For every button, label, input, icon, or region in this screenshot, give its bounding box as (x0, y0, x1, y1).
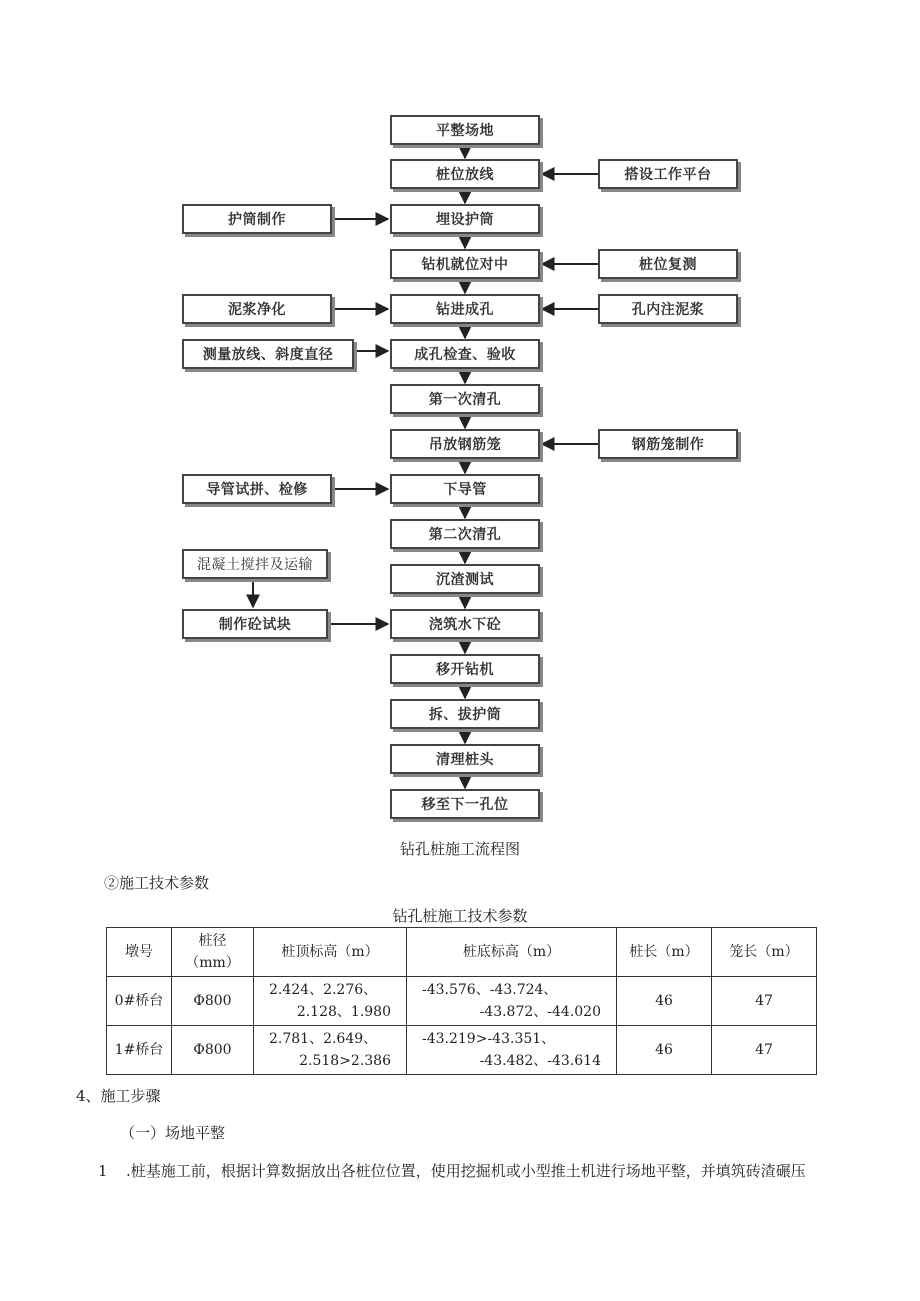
cell-top-elevation (254, 1026, 407, 1075)
flow-step-14: 拆、拔护筒 (390, 699, 540, 729)
bottom-line-1: -43.219>-43.351、 (422, 1031, 556, 1047)
cell-cage-length: 47 (712, 1026, 817, 1075)
flow-left-survey: 测量放线、斜度直径 (182, 339, 354, 369)
table-row (107, 1026, 817, 1075)
flow-step-2: 桩位放线 (390, 159, 540, 189)
table-row (107, 977, 817, 1026)
flow-step-7: 第一次清孔 (390, 384, 540, 414)
header-bottom-elevation: 桩底标高（m） (407, 928, 617, 977)
flow-step-8: 吊放钢筋笼 (390, 429, 540, 459)
paragraph-1 (98, 1160, 806, 1181)
bottom-line-1: -43.576、-43.724、 (422, 982, 558, 998)
flow-left-mud: 泥浆净化 (182, 294, 332, 324)
flow-right-platform: 搭设工作平台 (598, 159, 738, 189)
cell-diameter: Φ800 (172, 1026, 254, 1075)
cell-pier: 1#桥台 (107, 1026, 172, 1075)
flow-step-11: 沉渣测试 (390, 564, 540, 594)
heading-construction-steps: 4、施工步骤 (76, 1087, 161, 1105)
cell-bottom-elevation (407, 1026, 617, 1075)
paragraph-number: 1 (98, 1162, 108, 1180)
top-line-1: 2.781、2.649、 (269, 1031, 378, 1047)
flow-step-3: 埋设护筒 (390, 204, 540, 234)
header-diameter: 桩径（mm） (172, 928, 254, 977)
cell-top-elevation (254, 977, 407, 1026)
params-table (106, 927, 817, 1075)
flow-step-9: 下导管 (390, 474, 540, 504)
flow-right-slurry: 孔内注泥浆 (598, 294, 738, 324)
paragraph-text: .桩基施工前，根据计算数据放出各桩位位置，使用挖掘机或小型推土机进行场地平整，并填筑砖渣碾压 (126, 1162, 806, 1180)
header-pile-length: 桩长（m） (617, 928, 712, 977)
cell-pier: 0#桥台 (107, 977, 172, 1026)
top-line-1: 2.424、2.276、 (269, 982, 378, 998)
flowchart-caption: 钻孔桩施工流程图 (399, 840, 520, 858)
top-line-2: 2.128、1.980 (296, 1004, 391, 1020)
table-header-row (107, 928, 817, 977)
top-line-2: 2.518>2.386 (299, 1053, 391, 1069)
cell-cage-length: 47 (712, 977, 817, 1026)
heading-site-leveling: （一）场地平整 (120, 1124, 226, 1142)
flow-left-casing: 护筒制作 (182, 204, 332, 234)
header-cage-length: 笼长（m） (712, 928, 817, 977)
header-pier: 墩号 (107, 928, 172, 977)
bottom-line-2: -43.872、-44.020 (479, 1004, 601, 1020)
flow-left-concrete: 混凝土搅拌及运输 (182, 549, 328, 579)
flow-right-recheck: 桩位复测 (598, 249, 738, 279)
cell-pile-length: 46 (617, 1026, 712, 1075)
cell-pile-length: 46 (617, 977, 712, 1026)
cell-diameter: Φ800 (172, 977, 254, 1026)
flow-step-15: 清理桩头 (390, 744, 540, 774)
flow-step-13: 移开钻机 (390, 654, 540, 684)
flow-right-cage: 钢筋笼制作 (598, 429, 738, 459)
flow-step-4: 钻机就位对中 (390, 249, 540, 279)
bottom-line-2: -43.482、-43.614 (479, 1053, 601, 1069)
flow-step-12: 浇筑水下砼 (390, 609, 540, 639)
flow-step-10: 第二次清孔 (390, 519, 540, 549)
flow-step-5: 钻进成孔 (390, 294, 540, 324)
section-heading: ②施工技术参数 (104, 874, 210, 892)
flow-step-6: 成孔检查、验收 (390, 339, 540, 369)
flow-step-1: 平整场地 (390, 115, 540, 145)
cell-bottom-elevation (407, 977, 617, 1026)
table-title: 钻孔桩施工技术参数 (392, 907, 528, 925)
flow-left-sample: 制作砼试块 (182, 609, 328, 639)
flow-left-tremie: 导管试拼、检修 (182, 474, 332, 504)
flow-step-16: 移至下一孔位 (390, 789, 540, 819)
header-top-elevation: 桩顶标高（m） (254, 928, 407, 977)
